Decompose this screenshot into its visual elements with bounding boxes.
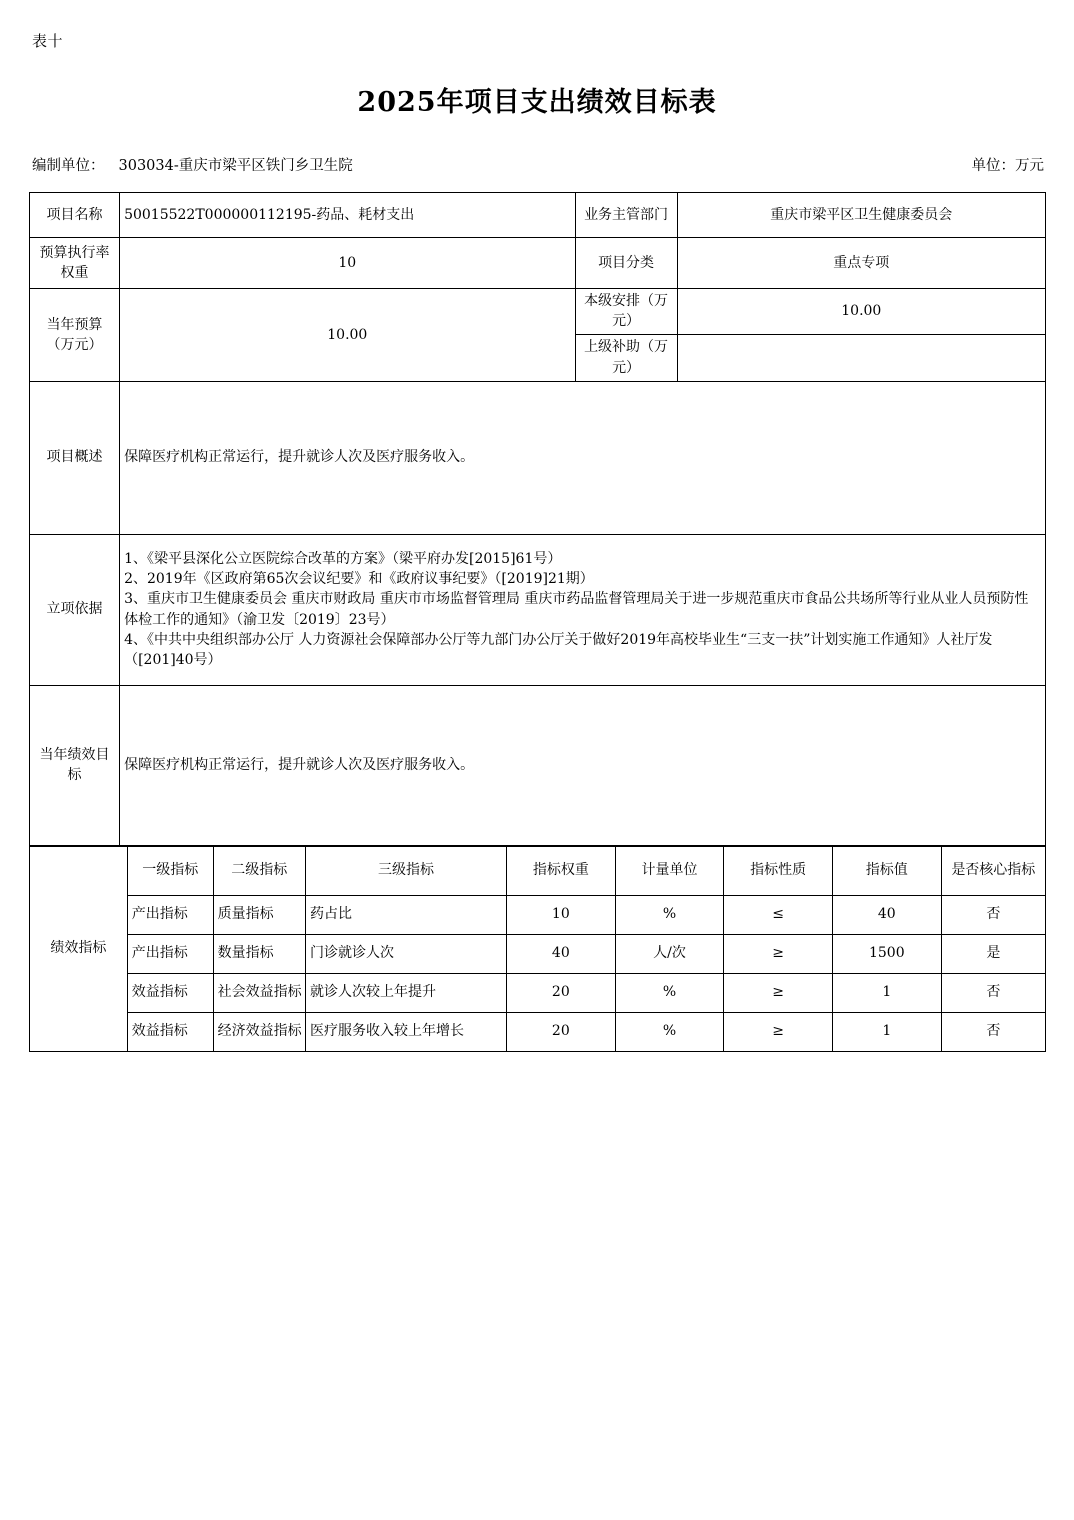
cell-weight: 20 [507, 973, 616, 1012]
exec-rate-weight-value: 10 [120, 238, 575, 289]
table-row [30, 973, 1046, 1012]
amount-unit-note: 单位：万元 [971, 158, 1044, 174]
basis-line: 4、《中共中央组织部办公厅 人力资源社会保障部办公厅等九部门办公厅关于做好2019年高校毕业生“三支一扶”计划实施工作通知》人社厅发（[201]40号） [124, 631, 993, 669]
exec-rate-weight-label: 预算执行率权重 [30, 238, 120, 289]
cell-core: 否 [941, 1012, 1045, 1051]
cell-weight: 20 [507, 1012, 616, 1051]
cell-level3: 门诊就诊人次 [305, 934, 506, 973]
current-year-goal-label: 当年绩效目标 [30, 685, 120, 845]
cell-unit: % [615, 895, 724, 934]
cell-value: 1 [832, 1012, 941, 1051]
basis-line: 1、《梁平县深化公立医院综合改革的方案》（梁平府办发[2015]61号） [124, 550, 562, 567]
project-category-label: 项目分类 [575, 238, 677, 289]
cell-level3: 就诊人次较上年提升 [305, 973, 506, 1012]
table-row [30, 534, 1046, 685]
cell-level2: 社会效益指标 [213, 973, 305, 1012]
page-title: 2025年项目支出绩效目标表 [357, 87, 717, 118]
establishment-basis-value [120, 534, 1046, 685]
performance-indicator-table [29, 846, 1046, 1052]
establishment-basis-label: 立项依据 [30, 534, 120, 685]
table-row [30, 238, 1046, 289]
cell-weight: 40 [507, 934, 616, 973]
column-header-nature: 指标性质 [724, 846, 833, 895]
cell-level2: 数量指标 [213, 934, 305, 973]
cell-core: 是 [941, 934, 1045, 973]
column-header-level3: 三级指标 [305, 846, 506, 895]
cell-level1: 产出指标 [127, 934, 213, 973]
project-category-value: 重点专项 [677, 238, 1045, 289]
cell-unit: 人/次 [615, 934, 724, 973]
compiler-unit [32, 154, 353, 175]
local-arrangement-value: 10.00 [677, 289, 1045, 335]
column-header-core: 是否核心指标 [941, 846, 1045, 895]
column-header-level2: 二级指标 [213, 846, 305, 895]
table-row [30, 289, 1046, 335]
cell-level3: 药占比 [305, 895, 506, 934]
cell-core: 否 [941, 895, 1045, 934]
upper-subsidy-label: 上级补助（万元） [575, 334, 677, 381]
cell-value: 1 [832, 973, 941, 1012]
cell-unit: % [615, 973, 724, 1012]
project-info-table [29, 192, 1046, 846]
performance-indicator-side-label: 绩效指标 [30, 846, 128, 1051]
compiler-unit-label: 编制单位： [32, 158, 105, 174]
column-header-unit: 计量单位 [615, 846, 724, 895]
basis-line: 3、重庆市卫生健康委员会 重庆市财政局 重庆市市场监督管理局 重庆市药品监督管理局关于进一步规范重庆市食品公共场所等行业从业人员预防性体检工作的通知》（渝卫发〔2019〕23号） [124, 591, 1029, 628]
table-row [30, 934, 1046, 973]
cell-level2: 经济效益指标 [213, 1012, 305, 1051]
cell-unit: % [615, 1012, 724, 1051]
indicator-header-row [30, 846, 1046, 895]
table-row [30, 381, 1046, 534]
column-header-level1: 一级指标 [127, 846, 213, 895]
cell-nature: ≥ [724, 934, 833, 973]
cell-level1: 效益指标 [127, 1012, 213, 1051]
column-header-weight: 指标权重 [507, 846, 616, 895]
upper-subsidy-value [677, 334, 1045, 381]
project-overview-value: 保障医疗机构正常运行，提升就诊人次及医疗服务收入。 [120, 381, 1046, 534]
tables-container [29, 192, 1046, 1052]
cell-level1: 产出指标 [127, 895, 213, 934]
table-row [30, 685, 1046, 845]
table-row [30, 895, 1046, 934]
project-overview-label: 项目概述 [30, 381, 120, 534]
project-name-value: 50015522T000000112195-药品、耗材支出 [120, 193, 575, 238]
cell-value: 1500 [832, 934, 941, 973]
local-arrangement-label: 本级安排（万元） [575, 289, 677, 335]
cell-level3: 医疗服务收入较上年增长 [305, 1012, 506, 1051]
cell-nature: ≥ [724, 1012, 833, 1051]
supervising-dept-label: 业务主管部门 [575, 193, 677, 238]
cell-weight: 10 [507, 895, 616, 934]
column-header-value: 指标值 [832, 846, 941, 895]
cell-level1: 效益指标 [127, 973, 213, 1012]
cell-nature: ≤ [724, 895, 833, 934]
table-row [30, 193, 1046, 238]
current-year-budget-label: 当年预算（万元） [30, 289, 120, 382]
document-meta [32, 154, 1044, 175]
cell-nature: ≥ [724, 973, 833, 1012]
current-year-budget-value: 10.00 [120, 289, 575, 382]
current-year-goal-value: 保障医疗机构正常运行，提升就诊人次及医疗服务收入。 [120, 685, 1046, 845]
table-row [30, 1012, 1046, 1051]
cell-core: 否 [941, 973, 1045, 1012]
project-name-label: 项目名称 [30, 193, 120, 238]
form-number: 表十 [32, 32, 64, 50]
cell-value: 40 [832, 895, 941, 934]
cell-level2: 质量指标 [213, 895, 305, 934]
compiler-unit-value: 303034-重庆市梁平区铁门乡卫生院 [118, 158, 353, 174]
supervising-dept-value: 重庆市梁平区卫生健康委员会 [677, 193, 1045, 238]
basis-line: 2、2019年《区政府第65次会议纪要》和《政府议事纪要》（[2019]21期） [124, 571, 594, 587]
